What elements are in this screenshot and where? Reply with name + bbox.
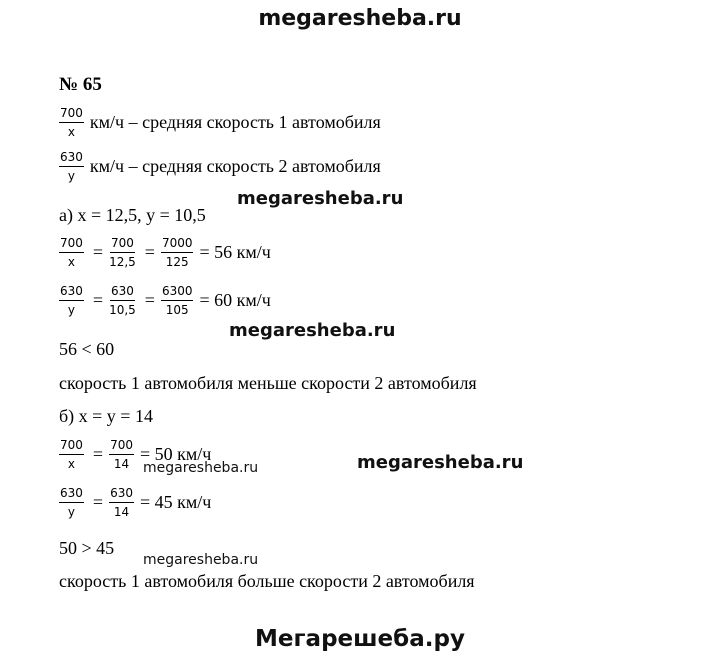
equals-sign: = xyxy=(92,492,104,512)
fraction: $\frac{700}{x}$ xyxy=(60,106,83,139)
definition-line-1 xyxy=(59,106,381,139)
definition-line-2 xyxy=(59,150,381,183)
equals-sign: = xyxy=(144,290,155,310)
definition-text: км/ч – средняя скорость 1 автомобиля xyxy=(89,112,381,132)
definition-text: км/ч – средняя скорость 2 автомобиля xyxy=(89,156,381,176)
part-b-comparison: 50 > 45 xyxy=(59,538,115,558)
part-a-conclusion: скорость 1 автомобиля меньше скорости 2 автомобиля xyxy=(59,373,477,393)
part-a-comparison: 56 < 60 xyxy=(59,339,115,359)
fraction: $\frac{700}{14}$ xyxy=(110,438,133,471)
fraction: $\frac{7000}{125}$ xyxy=(161,236,193,269)
equation-result: = 60 км/ч xyxy=(199,290,271,310)
equation-result: = 56 км/ч xyxy=(199,242,271,262)
fraction: $\frac{700}{12,5}$ xyxy=(109,236,136,269)
fraction: $\frac{700}{x}$ xyxy=(60,236,83,269)
equals-sign: = xyxy=(92,444,104,464)
watermark-small: megaresheba.ru xyxy=(143,552,259,568)
watermark-mid: megaresheba.ru xyxy=(229,320,396,341)
fraction: $\frac{630}{y}$ xyxy=(60,486,83,519)
equals-sign: = xyxy=(92,290,104,310)
equals-sign: = xyxy=(144,242,155,262)
watermark-small: megaresheba.ru xyxy=(143,460,259,476)
equation-result: = 45 км/ч xyxy=(139,492,212,512)
fraction: $\frac{6300}{105}$ xyxy=(161,284,193,317)
part-b-equation-1 xyxy=(59,438,211,471)
part-b-conclusion: скорость 1 автомобиля больше скорости 2 автомобиля xyxy=(59,571,475,591)
problem-title: № 65 xyxy=(59,74,102,95)
equals-sign: = xyxy=(92,242,104,262)
fraction: $\frac{630}{y}$ xyxy=(60,150,83,183)
part-b-equation-2 xyxy=(59,486,211,519)
fraction: $\frac{630}{y}$ xyxy=(60,284,83,317)
watermark-bottom: Мегарешеба.ру xyxy=(255,626,465,652)
equation-result: = 50 км/ч xyxy=(139,444,212,464)
part-a-header: а) x = 12,5, y = 10,5 xyxy=(59,205,206,225)
watermark-top: megaresheba.ru xyxy=(258,6,462,31)
watermark-mid: megaresheba.ru xyxy=(357,452,524,473)
part-b-header: б) x = y = 14 xyxy=(59,406,153,426)
part-a-equation-1 xyxy=(59,236,271,269)
watermark-mid: megaresheba.ru xyxy=(237,188,404,209)
fraction: $\frac{630}{14}$ xyxy=(110,486,133,519)
part-a-equation-2 xyxy=(59,284,271,317)
fraction: $\frac{630}{10,5}$ xyxy=(109,284,136,317)
fraction: $\frac{700}{x}$ xyxy=(60,438,83,471)
